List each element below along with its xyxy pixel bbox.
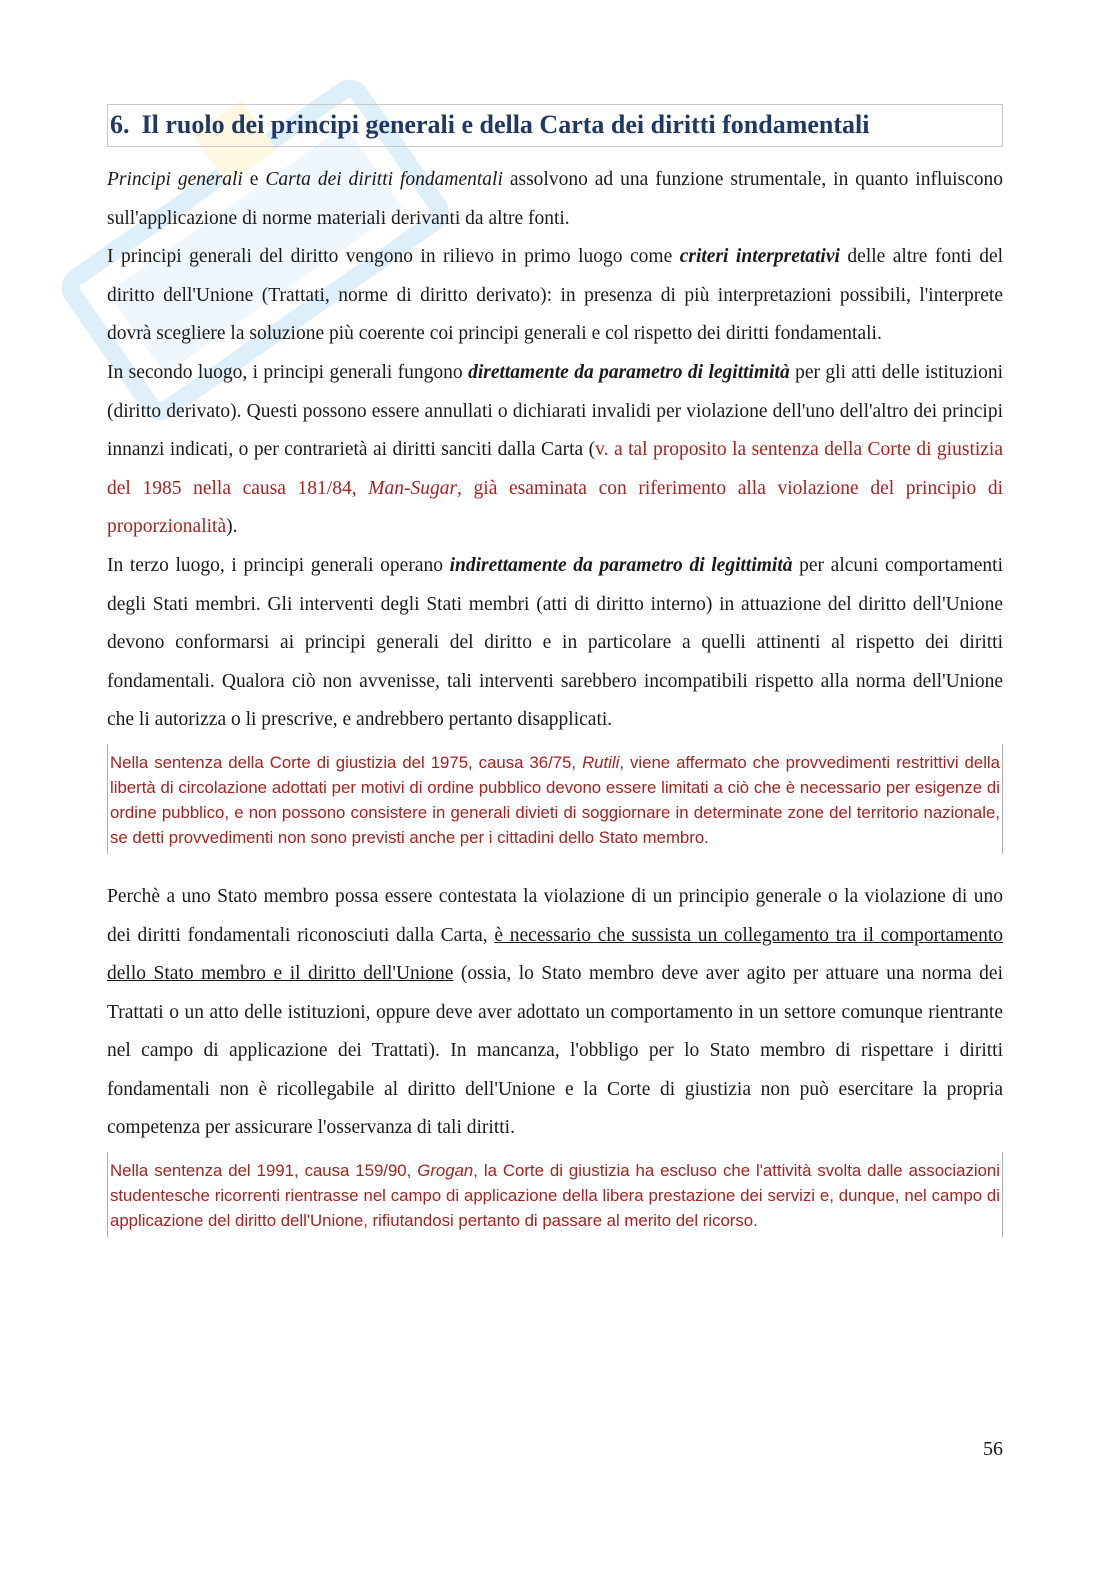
case-box-rutili — [107, 744, 1003, 854]
paragraph-collegamento — [107, 878, 1003, 1148]
paragraph-interpretativi — [107, 238, 1003, 354]
document-page — [107, 104, 1003, 1237]
text-span: , già esaminata con riferimento alla violazione del principio di proporzionalità — [107, 477, 1003, 538]
page-number: 56 — [983, 1438, 1003, 1460]
text-span: e — [242, 169, 266, 190]
text-span: , la Corte di giustizia ha escluso che l'attività svolta dalle associazioni studentesche ricorrenti rientrasse nel campo di applicazione della libera prestazione dei servizi e, dunque, nel campo di applicazione del diritto dell'Unione, rifiutandosi pertanto di passare al merito del ricorso. — [110, 1161, 1000, 1231]
section-number: 6. — [110, 110, 130, 139]
text-span: Perchè a uno Stato membro possa essere contestata la violazione di un principio generale o la violazione di uno dei diritti fondamentali riconosciuti dalla Carta, — [107, 885, 1003, 946]
case-box-grogan — [107, 1152, 1003, 1237]
text-span: per gli atti delle istituzioni (diritto derivato). Questi possono essere annullati o dichiarati invalidi per violazione dell'uno dell'altro dei principi innanzi indicati, o per contrarietà ai diritti sanciti dalla Carta ( — [107, 361, 1003, 461]
text-span: , viene affermato che provvedimenti restrittivi della libertà di circolazione adottati per motivi di ordine pubblico devono essere limitati a ciò che è necessario per esigenze di ordine pubblico, e non possono consistere in generali divieti di soggiornare in determinate zone del territorio nazionale, se detti provvedimenti non sono previsti anche per i cittadini dello Stato membro. — [110, 752, 1000, 847]
paragraph-diretta-legittimita — [107, 354, 1003, 547]
text-span: (ossia, lo Stato membro deve aver agito per attuare una norma dei Trattati o un atto delle istituzioni, oppure deve aver adottato un comportamento in un settore comunque rientrante nel campo di applicazione dei Trattati). In mancanza, l'obbligo per lo Stato membro di rispettare i diritti fondamentali non è ricollegabile al diritto dell'Unione e la Corte di giustizia non può esercitare la propria competenza per assicurare l'osservanza di tali diritti. — [107, 963, 1004, 1139]
text-span: ). — [226, 516, 238, 538]
text-span: Nella sentenza del 1991, causa 159/90, — [110, 1161, 418, 1181]
text-span: v. a tal proposito la sentenza della Corte di giustizia del 1985 nella causa 181/84, — [107, 439, 1004, 499]
emphasis-criteri: criteri interpretativi — [679, 246, 840, 268]
term-carta: Carta dei diritti fondamentali — [265, 169, 503, 190]
case-name: Rutili — [582, 752, 620, 772]
emphasis-indirettamente: indirettamente da parametro di legittimità — [449, 554, 793, 576]
text-span: delle altre fonti del diritto dell'Unione (Trattati, norme di diritto derivato): in presenza di più interpretazioni possibili, l'interprete dovrà scegliere la soluzione più coerente coi principi generali e col rispetto dei diritti fondamentali. — [107, 246, 1004, 345]
text-span: per alcuni comportamenti degli Stati membri. Gli interventi degli Stati membri (atti di diritto interno) in attuazione del diritto dell'Unione devono conformarsi ai principi generali del diritto e in particolare a quelli attinenti al rispetto dei diritti fondamentali. Qualora ciò non avvenisse, tali interventi sarebbero incompatibili rispetto alla norma dell'Unione che li autorizza o li prescrive, e andrebbero pertanto disapplicati. — [107, 554, 1003, 731]
emphasis-direttamente: direttamente da parametro di legittimità — [468, 361, 790, 383]
underlined-requirement: è necessario che sussista un collegamento tra il comportamento dello Stato membro e il diritto dell'Unione — [107, 924, 1003, 985]
case-name: Grogan — [417, 1161, 474, 1181]
term-principi: Principi generali — [107, 169, 243, 190]
section-heading — [107, 104, 1003, 147]
paragraph-intro — [107, 161, 1003, 238]
section-title: Il ruolo dei principi generali e della Carta dei diritti fondamentali — [141, 110, 870, 139]
text-span: I principi generali del diritto vengono in rilievo in primo luogo come — [107, 246, 680, 268]
paragraph-indiretta-legittimita — [107, 547, 1003, 740]
case-name: Man-Sugar — [368, 477, 458, 499]
text-span: In terzo luogo, i principi generali operano — [107, 554, 450, 576]
text-span: In secondo luogo, i principi generali fungono — [107, 361, 469, 383]
text-span: assolvono ad una funzione strumentale, in quanto influiscono sull'applicazione di norme materiali derivanti da altre fonti. — [107, 169, 1004, 229]
text-span: Nella sentenza della Corte di giustizia del 1975, causa 36/75, — [110, 752, 583, 772]
